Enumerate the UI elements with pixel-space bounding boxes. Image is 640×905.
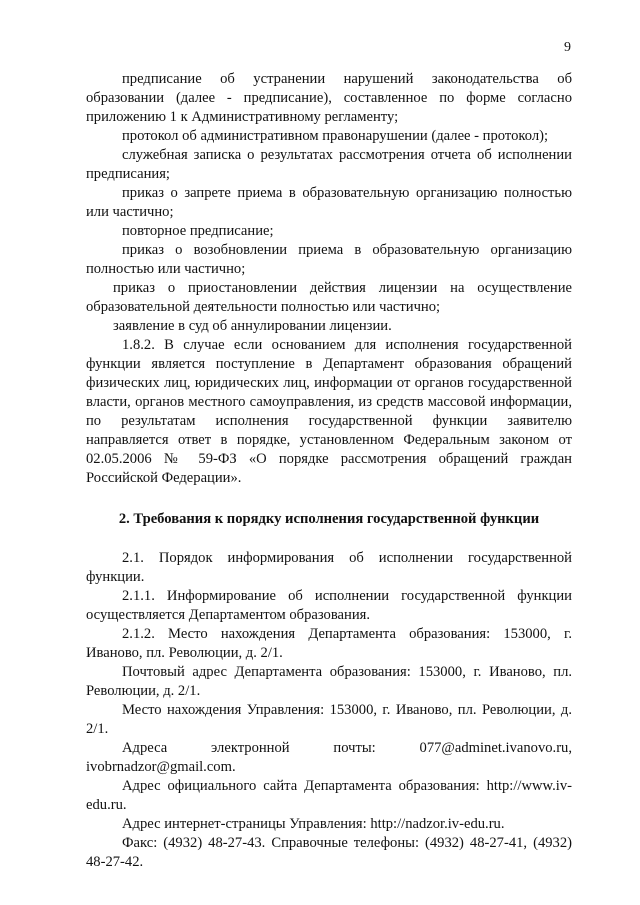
paragraph-email-addresses: Адреса электронной почты: 077@adminet.ivanovo.ru, ivobrnadzor@gmail.com. (86, 740, 572, 775)
paragraph-repeat-prescription: повторное предписание; (122, 223, 274, 239)
paragraph-admission-resume: приказ о возобновлении приема в образовательную организацию полностью или частично; (86, 242, 572, 277)
paragraph-license-suspension: приказ о приостановлении действия лицензии на осуществление образовательной деятельности полностью или частично; (86, 280, 572, 315)
paragraph-admission-ban: приказ о запрете приема в образовательную организацию полностью или частично; (86, 185, 572, 220)
paragraph-management-page: Адрес интернет-страницы Управления: http://nadzor.iv-edu.ru. (122, 816, 505, 832)
document-body (86, 70, 572, 872)
page-number: 9 (564, 40, 571, 55)
paragraph-2-1-1: 2.1.1. Информирование об исполнении государственной функции осуществляется Департаментом образования. (86, 588, 572, 623)
paragraph-court-application: заявление в суд об аннулировании лицензии. (113, 318, 392, 334)
paragraph-service-note: служебная записка о результатах рассмотрения отчета об исполнении предписания; (86, 147, 572, 182)
paragraph-fax-phones: Факс: (4932) 48-27-43. Справочные телефоны: (4932) 48-27-41, (4932) 48-27-42. (86, 835, 572, 870)
paragraph-office-location: Место нахождения Управления: 153000, г. Иваново, пл. Революции, д. 2/1. (86, 702, 572, 737)
paragraph-protocol: протокол об административном правонарушении (далее - протокол); (122, 128, 549, 144)
paragraph-official-site: Адрес официального сайта Департамента образования: http://www.iv-edu.ru. (86, 778, 572, 813)
paragraph-postal-address: Почтовый адрес Департамента образования: 153000, г. Иваново, пл. Революции, д. 2/1. (86, 664, 572, 699)
paragraph-2-1: 2.1. Порядок информирования об исполнении государственной функции. (86, 550, 572, 585)
paragraph-1-8-2: 1.8.2. В случае если основанием для исполнения государственной функции является поступление в Департамент образования обращений физических лиц, юридических лиц, информации от органов государственной власти, органов местного самоуправления, из средств массовой информации, по результатам исполнения государственной функции заявителю направляется ответ в порядке, установленном Федеральным законом от 02.05.2006 № 59-ФЗ «О порядке рассмотрения обращений граждан Российской Федерации». (86, 337, 572, 486)
paragraph-2-1-2: 2.1.2. Место нахождения Департамента образования: 153000, г. Иваново, пл. Революции, д. 2/1. (86, 626, 572, 661)
paragraph-prescription: предписание об устранении нарушений законодательства об образовании (далее - предписание), составленное по форме согласно приложению 1 к Административному регламенту; (86, 71, 572, 125)
section-title: 2. Требования к порядку исполнения государственной функции (118, 511, 540, 527)
